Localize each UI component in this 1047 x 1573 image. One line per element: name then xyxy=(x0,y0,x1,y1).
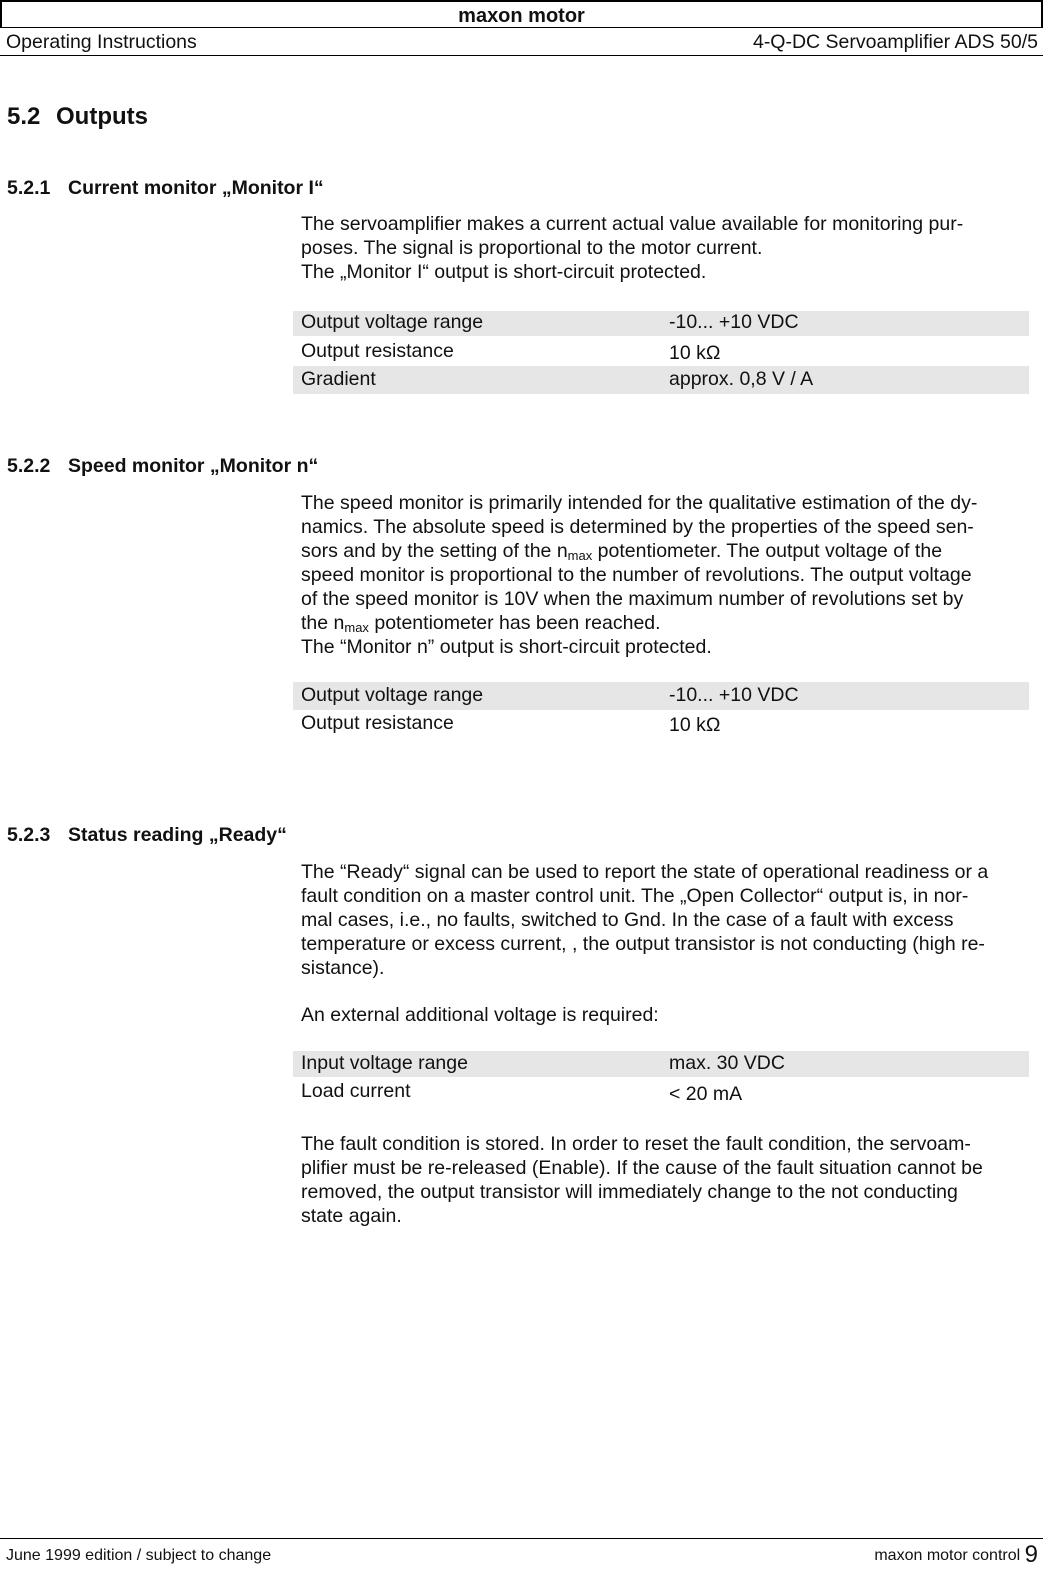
text-line: removed, the output transistor will immediately change to the not conducting xyxy=(301,1181,958,1203)
subsection-number: 5.2.1 xyxy=(7,177,51,199)
text-line xyxy=(301,539,1041,563)
spec-row xyxy=(293,366,1029,394)
spec-label: Output resistance xyxy=(301,340,454,362)
status-ready-spec-table xyxy=(293,1051,1029,1109)
subscript-max: max xyxy=(344,620,369,635)
section-title: Outputs xyxy=(56,103,148,130)
text-line: plifier must be re-released (Enable). If the cause of the fault situation cannot be xyxy=(301,1157,983,1179)
subsection-heading-status-ready xyxy=(7,824,287,847)
subsection-title: Speed monitor „Monitor n“ xyxy=(68,455,319,477)
header-doc-type: Operating Instructions xyxy=(6,31,197,53)
text-line: The “Ready“ signal can be used to report the state of operational readiness or a xyxy=(301,861,989,883)
text-line: state again. xyxy=(301,1205,402,1227)
text-line: The servoamplifier makes a current actual value available for monitoring pur- xyxy=(301,213,964,235)
spec-value: max. 30 VDC xyxy=(669,1052,785,1074)
spec-label: Load current xyxy=(301,1080,411,1102)
current-monitor-description xyxy=(301,212,1041,284)
header-divider xyxy=(0,55,1043,56)
current-monitor-spec-table xyxy=(293,311,1029,394)
subsection-title: Status reading „Ready“ xyxy=(68,824,287,846)
spec-value: -10... +10 VDC xyxy=(669,311,799,333)
spec-label: Output voltage range xyxy=(301,684,484,706)
header-product: 4-Q-DC Servoamplifier ADS 50/5 xyxy=(752,31,1038,53)
subsection-heading-speed-monitor xyxy=(7,455,318,478)
text-line: sistance). xyxy=(301,957,385,979)
external-voltage-note: An external additional voltage is required: xyxy=(301,1004,659,1026)
spec-row xyxy=(293,682,1029,710)
text-line: The “Monitor n” output is short-circuit protected. xyxy=(301,636,712,658)
brand-header: maxon motor xyxy=(0,0,1043,28)
spec-label: Output resistance xyxy=(301,712,454,734)
text-line: fault condition on a master control unit. The „Open Collector“ output is, in nor- xyxy=(301,885,969,907)
text-line: The „Monitor I“ output is short-circuit protected. xyxy=(301,261,707,283)
text-fragment: potentiometer. The output voltage of the xyxy=(592,540,943,562)
spec-value: 10 kΩ xyxy=(669,342,721,364)
footer-edition: June 1999 edition / subject to change xyxy=(6,1547,272,1564)
footer-publisher-name: maxon motor control xyxy=(874,1547,1021,1564)
spec-row xyxy=(293,1051,1029,1077)
text-fragment: the n xyxy=(301,612,345,634)
spec-label: Output voltage range xyxy=(301,311,484,333)
section-heading xyxy=(7,103,148,131)
text-line: poses. The signal is proportional to the motor current. xyxy=(301,237,763,259)
text-fragment: potentiometer has been reached. xyxy=(368,612,661,634)
spec-value: approx. 0,8 V / A xyxy=(669,368,814,390)
spec-value: < 20 mA xyxy=(669,1083,743,1105)
fault-condition-description xyxy=(301,1132,1041,1228)
section-number: 5.2 xyxy=(7,103,41,130)
status-ready-description xyxy=(301,860,1041,980)
spec-row xyxy=(293,336,1029,366)
subsection-title: Current monitor „Monitor I“ xyxy=(68,177,324,199)
spec-label: Input voltage range xyxy=(301,1052,468,1074)
spec-row xyxy=(293,1077,1029,1109)
spec-label: Gradient xyxy=(301,368,376,390)
page-number: 9 xyxy=(1024,1541,1038,1568)
speed-monitor-description xyxy=(301,491,1041,659)
text-line: The speed monitor is primarily intended for the qualitative estimation of the dy- xyxy=(301,492,978,514)
subsection-heading-current-monitor xyxy=(7,177,324,200)
footer-divider xyxy=(0,1538,1043,1539)
spec-row xyxy=(293,311,1029,336)
speed-monitor-spec-table xyxy=(293,682,1029,740)
footer-publisher xyxy=(874,1541,1038,1569)
text-line: speed monitor is proportional to the number of revolutions. The output voltage xyxy=(301,564,972,586)
text-fragment: sors and by the setting of the n xyxy=(301,540,568,562)
text-line: namics. The absolute speed is determined by the properties of the speed sen- xyxy=(301,516,974,538)
spec-value: 10 kΩ xyxy=(669,714,721,736)
subscript-max: max xyxy=(567,548,593,563)
subsection-number: 5.2.3 xyxy=(7,824,51,846)
text-line: mal cases, i.e., no faults, switched to Gnd. In the case of a fault with excess xyxy=(301,909,954,931)
text-line: temperature or excess current, , the output transistor is not conducting (high re- xyxy=(301,933,985,955)
subsection-number: 5.2.2 xyxy=(7,455,51,477)
text-line: The fault condition is stored. In order to reset the fault condition, the servoam- xyxy=(301,1133,971,1155)
text-line: of the speed monitor is 10V when the maximum number of revolutions set by xyxy=(301,588,964,610)
text-line xyxy=(301,611,1041,635)
spec-row xyxy=(293,710,1029,740)
spec-value: -10... +10 VDC xyxy=(669,684,799,706)
